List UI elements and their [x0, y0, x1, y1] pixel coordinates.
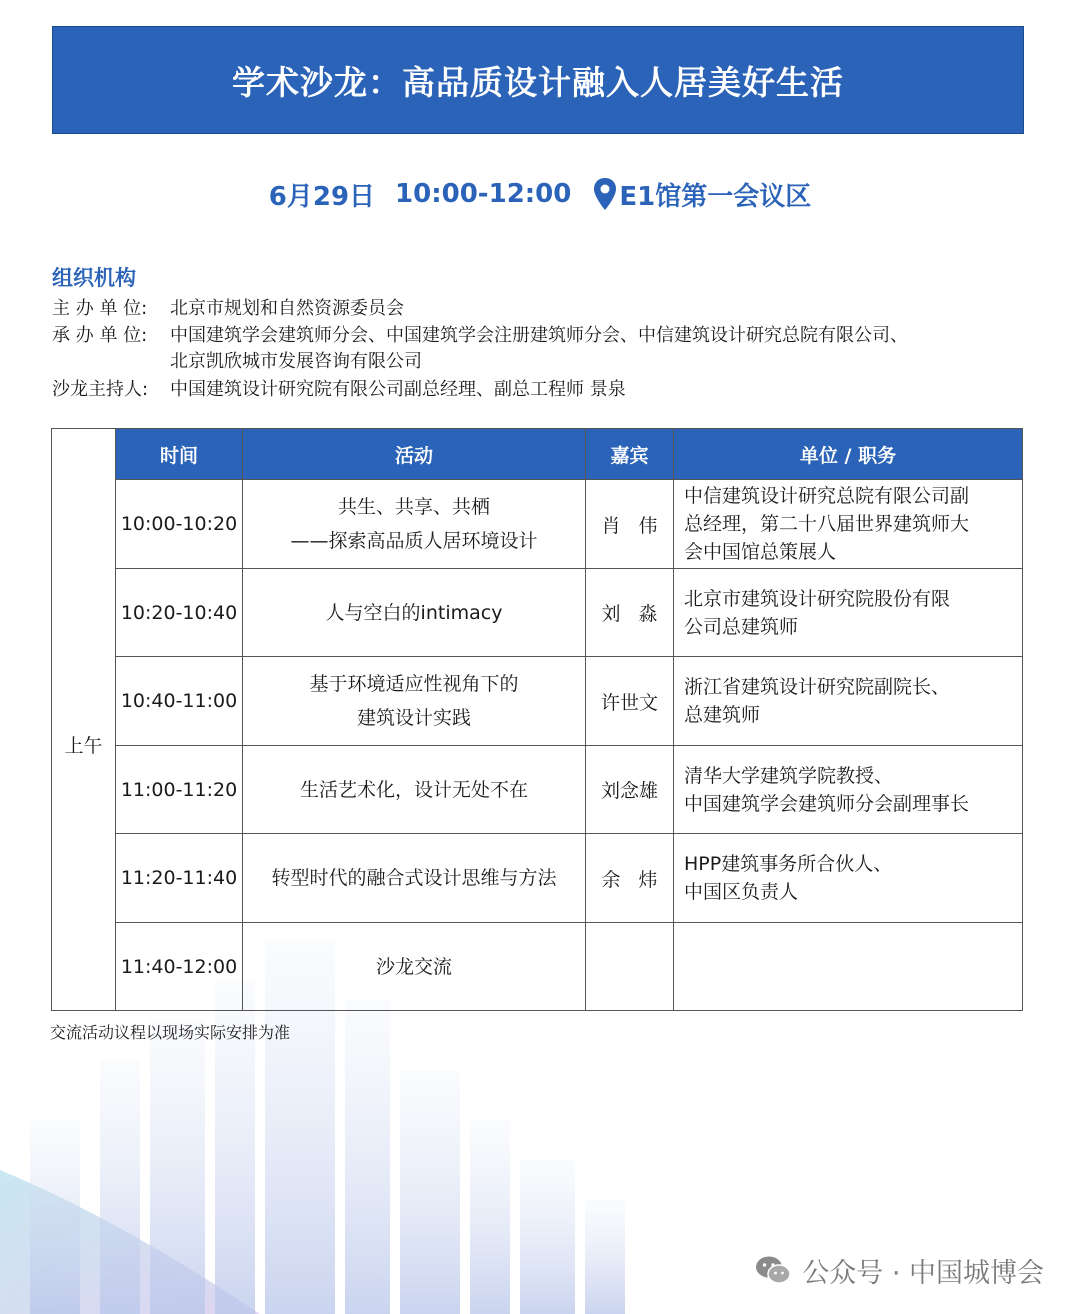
organizer-value: 中国建筑学会建筑师分会、中国建筑学会注册建筑师分会、中信建筑设计研究总院有限公司、 北京凯欣城市发展咨询有限公司 [170, 325, 908, 372]
row-guest: 刘 淼 [586, 569, 674, 657]
row-time: 10:40-11:00 [116, 657, 243, 746]
header-guest: 嘉宾 [586, 429, 674, 480]
header-org: 单位 / 职务 [674, 429, 1023, 480]
row-org [674, 923, 1023, 1011]
moderator-line [52, 377, 1040, 403]
schedule-note: 交流活动议程以现场实际安排为准 [50, 1023, 291, 1042]
header-activity: 活动 [243, 429, 586, 480]
row-guest: 余 炜 [586, 834, 674, 923]
event-location: E1馆第一会议区 [619, 181, 812, 212]
table-row [52, 923, 1023, 1011]
table-row [52, 657, 1023, 746]
agenda-table [51, 428, 1023, 1011]
host-value: 北京市规划和自然资源委员会 [170, 298, 404, 319]
table-row [52, 746, 1023, 834]
row-org: HPP建筑事务所合伙人、 中国区负责人 [674, 834, 1023, 923]
row-org: 北京市建筑设计研究院股份有限 公司总建筑师 [674, 569, 1023, 657]
row-org: 中信建筑设计研究总院有限公司副 总经理，第二十八届世界建筑师大 会中国馆总策展人 [674, 480, 1023, 569]
session-label: 上午 [52, 480, 116, 1011]
page-title: 学术沙龙：高品质设计融入人居美好生活 [232, 62, 844, 102]
row-activity: 转型时代的融合式设计思维与方法 [243, 834, 586, 923]
row-activity: 共生、共享、共栖 ——探索高品质人居环境设计 [243, 480, 586, 569]
row-guest: 许世文 [586, 657, 674, 746]
row-org: 清华大学建筑学院教授、 中国建筑学会建筑师分会副理事长 [674, 746, 1023, 834]
table-row [52, 834, 1023, 923]
event-time: 10:00-12:00 [395, 179, 572, 209]
watermark [754, 1248, 1044, 1292]
table-header-row [52, 429, 1023, 480]
table-row [52, 569, 1023, 657]
moderator-label: 沙龙主持人: [52, 379, 149, 400]
host-line [52, 296, 1040, 322]
event-date: 6月29日 [268, 181, 376, 212]
organization-heading: 组织机构 [52, 266, 136, 290]
location-pin-icon [593, 177, 617, 211]
moderator-value: 中国建筑设计研究院有限公司副总经理、副总工程师 景泉 [170, 379, 626, 400]
row-time: 11:20-11:40 [116, 834, 243, 923]
row-guest [586, 923, 674, 1011]
host-label: 主 办 单 位: [52, 298, 148, 319]
table-row [52, 480, 1023, 569]
row-time: 11:00-11:20 [116, 746, 243, 834]
watermark-text: 公众号 · 中国城博会 [802, 1257, 1044, 1289]
row-time: 10:20-10:40 [116, 569, 243, 657]
organizer-line [52, 323, 1040, 375]
title-banner [52, 26, 1024, 134]
row-time: 11:40-12:00 [116, 923, 243, 1011]
organizer-label: 承 办 单 位: [52, 325, 148, 346]
wechat-icon [754, 1255, 792, 1285]
row-activity: 人与空白的intimacy [243, 569, 586, 657]
row-activity: 沙龙交流 [243, 923, 586, 1011]
event-subheading [0, 172, 1080, 216]
row-time: 10:00-10:20 [116, 480, 243, 569]
row-guest: 刘念雄 [586, 746, 674, 834]
row-guest: 肖 伟 [586, 480, 674, 569]
row-activity: 生活艺术化，设计无处不在 [243, 746, 586, 834]
row-activity: 基于环境适应性视角下的 建筑设计实践 [243, 657, 586, 746]
row-org: 浙江省建筑设计研究院副院长、 总建筑师 [674, 657, 1023, 746]
header-time: 时间 [116, 429, 243, 480]
